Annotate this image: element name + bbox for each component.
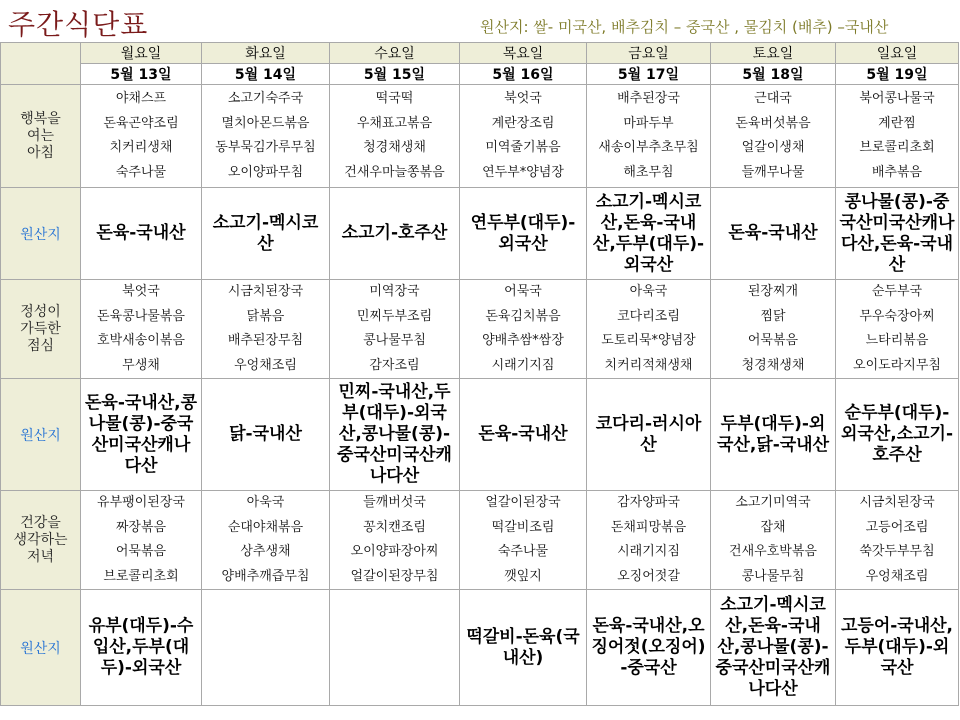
meal-label-line: 생각하는 xyxy=(13,531,68,548)
meal-label-line: 가득한 xyxy=(20,320,61,337)
lunch-origin-row xyxy=(1,379,959,491)
origin-text: 닭-국내산 xyxy=(229,424,302,444)
dish-item: 떡갈비조림 xyxy=(491,519,555,535)
dish-item: 치커리적채생채 xyxy=(604,357,693,373)
lunch-tue-cell xyxy=(202,280,330,379)
dish-item: 돈육버섯볶음 xyxy=(735,115,811,131)
dish-item: 오징어젓갈 xyxy=(617,568,680,584)
meal-label-line: 아침 xyxy=(26,144,55,161)
dinner-sat-cell xyxy=(711,491,836,590)
dish-item: 계란찜 xyxy=(878,115,916,131)
dish-item: 미역줄기볶음 xyxy=(485,140,561,155)
dinner-sun-origin xyxy=(836,590,959,706)
dish-item: 멸치아몬드볶음 xyxy=(221,115,310,131)
meal-label-line: 건강을 xyxy=(20,514,61,531)
lunch-thu-cell xyxy=(460,280,587,379)
date-tue: 5월 14일 xyxy=(202,64,330,85)
date-header-row xyxy=(1,64,959,85)
dish-item: 콩나물무침 xyxy=(363,333,426,348)
origin-text: 민찌-국내산,두부(대두)-외국산,콩나물(콩)-중국산미국산캐나다산 xyxy=(337,382,452,486)
day-header-tue: 화요일 xyxy=(202,43,330,64)
dish-item: 브로콜리초회 xyxy=(103,568,179,584)
origin-text: 코다리-러시아산 xyxy=(595,413,702,455)
dish-item: 양배추깨즙무침 xyxy=(221,568,310,584)
breakfast-thu-cell xyxy=(460,85,587,188)
weekly-menu-table xyxy=(0,42,959,706)
dish-item: 떡국떡 xyxy=(375,91,414,106)
dinner-fri-origin xyxy=(587,590,711,706)
origin-note: 원산지: 쌀- 미국산, 배추김치 – 중국산 , 물김치 (배추) –국내산 xyxy=(480,18,889,36)
lunch-fri-cell xyxy=(587,280,711,379)
dish-item: 숙주나물 xyxy=(497,544,549,559)
dinner-label xyxy=(1,491,81,590)
origin-text: 콩나물(콩)-중국산미국산캐나다산,돈육-국내산 xyxy=(839,191,955,275)
dish-item: 순두부국 xyxy=(871,284,923,299)
origin-text: 소고기-멕시코산 xyxy=(212,212,319,254)
dish-item: 들깨버섯국 xyxy=(363,495,426,510)
date-wed: 5월 15일 xyxy=(330,64,460,85)
dinner-origin-row xyxy=(1,590,959,706)
dish-item: 시래기지짐 xyxy=(617,544,680,559)
dish-item: 오이도라지무침 xyxy=(853,357,941,373)
dish-item: 동부묵김가루무침 xyxy=(215,140,316,155)
breakfast-sat-origin xyxy=(711,188,836,280)
day-header-fri: 금요일 xyxy=(587,43,711,64)
dish-item: 잡채 xyxy=(760,519,786,535)
dish-item: 양배추쌈*쌈장 xyxy=(482,333,564,348)
breakfast-mon-cell xyxy=(81,85,202,188)
lunch-sat-cell xyxy=(711,280,836,379)
lunch-wed-cell xyxy=(330,280,460,379)
origin-text: 두부(대두)-외국산,닭-국내산 xyxy=(716,413,830,455)
dish-item: 아욱국 xyxy=(246,495,285,510)
origin-text: 돈육-국내산 xyxy=(478,424,568,444)
origin-text: 돈육-국내산 xyxy=(96,223,186,243)
lunch-sun-cell xyxy=(836,280,959,379)
meal-label-line: 저녁 xyxy=(26,548,55,565)
dish-item: 느타리볶음 xyxy=(865,333,929,348)
date-fri: 5월 17일 xyxy=(587,64,711,85)
dish-item: 미역장국 xyxy=(369,284,420,299)
dish-item: 된장찌개 xyxy=(747,284,799,299)
dish-item: 어묵볶음 xyxy=(747,333,799,348)
day-header-thu: 목요일 xyxy=(460,43,587,64)
day-header-wed: 수요일 xyxy=(330,43,460,64)
dish-item: 건새우호박볶음 xyxy=(729,544,817,559)
breakfast-origin-label: 원산지 xyxy=(1,188,81,280)
lunch-label xyxy=(1,280,81,379)
dinner-fri-cell xyxy=(587,491,711,590)
dish-item: 야채스프 xyxy=(115,91,167,106)
origin-text: 돈육-국내산 xyxy=(728,223,818,243)
dish-item: 쑥갓두부무침 xyxy=(859,544,935,559)
dish-item: 연두부*양념장 xyxy=(482,164,564,180)
breakfast-sat-cell xyxy=(711,85,836,188)
lunch-wed-origin xyxy=(330,379,460,491)
dish-item: 무우숙장아찌 xyxy=(859,308,935,324)
dish-item: 우엉채조림 xyxy=(865,568,929,584)
dish-item: 닭볶음 xyxy=(246,308,285,324)
dish-item: 들깨무나물 xyxy=(741,164,805,180)
dinner-mon-cell xyxy=(81,491,202,590)
dish-item: 배추볶음 xyxy=(871,164,923,180)
dish-item: 꽁치캔조림 xyxy=(363,519,426,535)
origin-text: 연두부(대두)-외국산 xyxy=(470,212,576,254)
lunch-tue-origin xyxy=(202,379,330,491)
dish-item: 계란장조림 xyxy=(491,115,555,131)
dinner-thu-origin xyxy=(460,590,587,706)
day-header-sun: 일요일 xyxy=(836,43,959,64)
dish-item: 시금치된장국 xyxy=(859,495,935,510)
date-sun: 5월 19일 xyxy=(836,64,959,85)
dish-item: 북엇국 xyxy=(122,284,160,299)
dish-item: 돈채피망볶음 xyxy=(610,519,687,535)
dish-item: 우엉채조림 xyxy=(234,357,297,373)
dish-item: 유부팽이된장국 xyxy=(97,495,185,510)
dinner-origin-label: 원산지 xyxy=(1,590,81,706)
dinner-wed-cell xyxy=(330,491,460,590)
dish-item: 소고기숙주국 xyxy=(227,91,304,106)
dinner-sat-origin xyxy=(711,590,836,706)
dish-item: 찜닭 xyxy=(760,308,786,324)
dish-item: 북엇국 xyxy=(504,91,542,106)
dish-item: 오이양파무침 xyxy=(227,164,304,180)
dish-item: 청경채생채 xyxy=(363,140,426,155)
origin-text: 소고기-멕시코산,돈육-국내산,콩나물(콩)-중국산미국산캐나다산 xyxy=(715,595,831,699)
day-header-row xyxy=(1,43,959,64)
day-header-sat: 토요일 xyxy=(711,43,836,64)
origin-text: 고등어-국내산,두부(대두)-외국산 xyxy=(840,616,954,678)
dish-item: 건새우마늘쫑볶음 xyxy=(344,164,445,180)
dish-item: 어묵국 xyxy=(504,284,542,299)
dish-item: 돈육곤약조림 xyxy=(103,115,179,131)
dish-item: 순대야채볶음 xyxy=(227,519,304,535)
meal-label-line: 행복을 xyxy=(20,110,61,127)
dish-item: 배추된장무침 xyxy=(227,333,304,348)
dish-item: 오이양파장아찌 xyxy=(350,544,439,559)
dinner-row xyxy=(1,491,959,590)
meal-label-line: 점심 xyxy=(26,337,55,354)
lunch-mon-cell xyxy=(81,280,202,379)
origin-text: 소고기-멕시코산,돈육-국내산,두부(대두)-외국산 xyxy=(592,191,705,275)
breakfast-fri-origin xyxy=(587,188,711,280)
lunch-thu-origin xyxy=(460,379,587,491)
dish-item: 고등어조림 xyxy=(865,519,929,535)
dish-item: 감자조림 xyxy=(369,357,420,373)
dish-item: 얼갈이생채 xyxy=(741,140,805,155)
dish-item: 얼갈이된장국 xyxy=(485,495,561,510)
dinner-sun-cell xyxy=(836,491,959,590)
dish-item: 돈육김치볶음 xyxy=(485,308,561,324)
header-corner xyxy=(1,43,81,85)
dish-item: 짜장볶음 xyxy=(115,519,167,535)
date-thu: 5월 16일 xyxy=(460,64,587,85)
dinner-mon-origin xyxy=(81,590,202,706)
dinner-wed-origin xyxy=(330,590,460,706)
dish-item: 깻잎지 xyxy=(504,568,542,584)
dinner-thu-cell xyxy=(460,491,587,590)
origin-text: 돈육-국내산,오징어젓(오징어)-중국산 xyxy=(591,616,706,678)
dish-item: 마파두부 xyxy=(623,115,674,131)
page-title: 주간식단표 xyxy=(8,8,149,41)
dish-item: 돈육콩나물볶음 xyxy=(97,308,185,324)
origin-text: 순두부(대두)-외국산,소고기-호주산 xyxy=(840,403,954,465)
breakfast-sun-origin xyxy=(836,188,959,280)
dish-item: 호박새송이볶음 xyxy=(97,333,185,348)
dish-item: 숙주나물 xyxy=(115,164,167,180)
lunch-mon-origin xyxy=(81,379,202,491)
breakfast-wed-cell xyxy=(330,85,460,188)
dish-item: 감자양파국 xyxy=(617,495,680,510)
meal-label-line: 여는 xyxy=(26,127,55,144)
dinner-tue-origin xyxy=(202,590,330,706)
breakfast-origin-row xyxy=(1,188,959,280)
dish-item: 콩나물무침 xyxy=(741,568,805,584)
lunch-row xyxy=(1,280,959,379)
day-header-mon: 월요일 xyxy=(81,43,202,64)
dish-item: 시금치된장국 xyxy=(227,284,304,299)
dish-item: 코다리조림 xyxy=(617,308,680,324)
dish-item: 북어콩나물국 xyxy=(859,91,935,106)
dish-item: 도토리묵*양념장 xyxy=(601,333,696,348)
breakfast-fri-cell xyxy=(587,85,711,188)
dish-item: 무생채 xyxy=(122,357,160,373)
meal-label-line: 정성이 xyxy=(20,303,61,320)
date-sat: 5월 18일 xyxy=(711,64,836,85)
origin-text: 소고기-호주산 xyxy=(341,223,448,243)
lunch-fri-origin xyxy=(587,379,711,491)
breakfast-wed-origin xyxy=(330,188,460,280)
dish-item: 브로콜리초회 xyxy=(859,140,935,155)
dish-item: 얼갈이된장무침 xyxy=(350,568,439,584)
dish-item: 치커리생채 xyxy=(109,140,173,155)
dish-item: 시래기지짐 xyxy=(491,357,555,373)
breakfast-sun-cell xyxy=(836,85,959,188)
lunch-sun-origin xyxy=(836,379,959,491)
dish-item: 어묵볶음 xyxy=(115,544,167,559)
dish-item: 해초무침 xyxy=(623,164,674,180)
breakfast-mon-origin xyxy=(81,188,202,280)
dish-item: 상추생채 xyxy=(240,544,291,559)
breakfast-row xyxy=(1,85,959,188)
dish-item: 청경채생채 xyxy=(741,357,805,373)
breakfast-tue-cell xyxy=(202,85,330,188)
dish-item: 소고기미역국 xyxy=(735,495,811,510)
breakfast-label xyxy=(1,85,81,188)
origin-text: 떡갈비-돈육(국내산) xyxy=(466,626,580,668)
date-mon: 5월 13일 xyxy=(81,64,202,85)
dish-item: 우채표고볶음 xyxy=(356,115,433,131)
dish-item: 근대국 xyxy=(754,91,792,106)
breakfast-thu-origin xyxy=(460,188,587,280)
origin-text: 유부(대두)-수입산,두부(대두)-외국산 xyxy=(88,616,194,678)
dish-item: 배추된장국 xyxy=(617,91,680,106)
dish-item: 새송이부추초무침 xyxy=(598,140,699,155)
lunch-origin-label: 원산지 xyxy=(1,379,81,491)
lunch-sat-origin xyxy=(711,379,836,491)
dish-item: 아욱국 xyxy=(629,284,668,299)
dinner-tue-cell xyxy=(202,491,330,590)
origin-text: 돈육-국내산,콩나물(콩)-중국산미국산캐나다산 xyxy=(84,392,198,476)
dish-item: 민찌두부조림 xyxy=(356,308,433,324)
breakfast-tue-origin xyxy=(202,188,330,280)
